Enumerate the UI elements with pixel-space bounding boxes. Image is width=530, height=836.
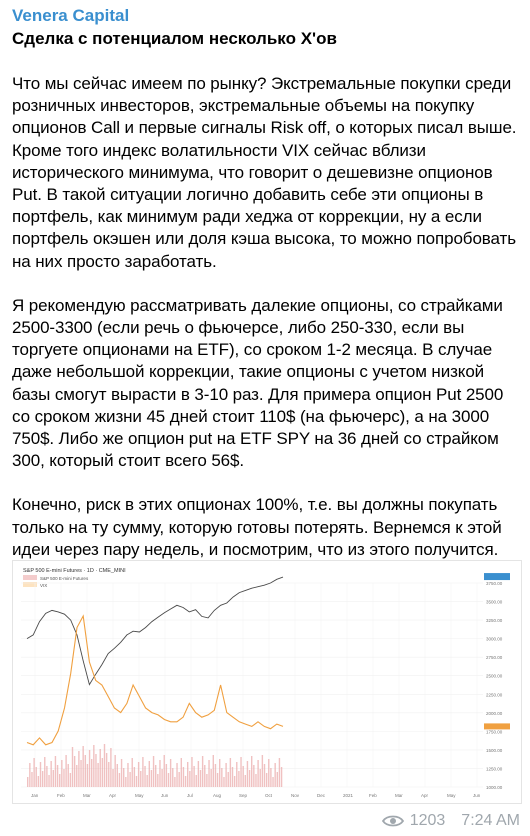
eye-icon — [382, 814, 404, 828]
vix-series-line — [27, 616, 283, 745]
month-label: Apr — [109, 793, 117, 798]
volume-bar — [119, 773, 120, 787]
volume-bar — [253, 765, 254, 787]
volume-bar — [245, 775, 246, 787]
volume-bar — [134, 767, 135, 787]
volume-bar — [155, 765, 156, 787]
volume-bar — [29, 763, 30, 787]
volume-bar — [42, 771, 43, 787]
volume-bar — [191, 757, 192, 787]
month-label: Feb — [369, 793, 377, 798]
volume-bar — [189, 771, 190, 787]
volume-bar — [149, 761, 150, 787]
volume-bar — [228, 772, 229, 787]
volume-bar — [242, 766, 243, 787]
month-label: Nov — [291, 793, 300, 798]
volume-bar — [204, 765, 205, 787]
volume-bar — [221, 768, 222, 787]
volume-bar — [48, 775, 49, 787]
volume-bar — [270, 768, 271, 787]
month-label: May — [135, 793, 144, 798]
legend-swatch — [23, 575, 37, 580]
volume-bar — [40, 762, 41, 787]
month-label: Feb — [57, 793, 65, 798]
view-count: 1203 — [409, 812, 446, 829]
volume-bar — [174, 777, 175, 787]
volume-bar — [251, 756, 252, 787]
month-label: 2021 — [343, 793, 354, 798]
volume-bar — [225, 763, 226, 787]
volume-bar — [264, 764, 265, 787]
volume-bar — [104, 744, 105, 787]
volume-bar — [36, 767, 37, 787]
right-tick-label: 3750.00 — [486, 581, 503, 586]
volume-bar — [277, 772, 278, 787]
vix-marker — [484, 723, 510, 729]
volume-bar — [257, 760, 258, 787]
volume-bar — [61, 760, 62, 787]
volume-bar — [161, 769, 162, 787]
paragraph-1: Что мы сейчас имеем по рынку? Экстремальные покупки среди розничных инвесторов, экстремальные объемы на покупку опционов Call и первые сигналы Risk off, о которых писал выше. Кроме того индекс волатильности VIX сейчас вблизи исторического минимума, что говорит о дешевизне опционов Put. В такой ситуации логично добавить себе эти опционы в портфель, как минимум ради хеджа от коррекции, ну а если портфель окэшен или доля кэша высока, то можно попробовать на них просто заработать. — [12, 74, 517, 271]
volume-bar — [213, 755, 214, 787]
right-tick-label: 3000.00 — [486, 636, 503, 642]
volume-bar — [138, 762, 139, 787]
volume-bar — [89, 750, 90, 787]
month-label: Oct — [265, 793, 273, 798]
volume-bar — [31, 772, 32, 787]
volume-bar — [274, 763, 275, 787]
volume-bar — [172, 768, 173, 787]
right-tick-label: 1250.00 — [486, 766, 503, 772]
volume-bar — [153, 756, 154, 787]
volume-bar — [127, 763, 128, 787]
volume-bar — [232, 767, 233, 787]
price-series-line — [27, 577, 283, 685]
volume-bar — [110, 748, 111, 787]
volume-bar — [74, 756, 75, 787]
volume-bar — [91, 759, 92, 787]
chart-image[interactable] — [12, 560, 522, 804]
right-tick-label: 2000.00 — [486, 710, 503, 716]
volume-bar — [255, 774, 256, 787]
volume-bar — [279, 758, 280, 787]
volume-bar — [57, 765, 58, 787]
volume-bar — [217, 773, 218, 787]
volume-bar — [206, 774, 207, 787]
volume-bar — [208, 760, 209, 787]
volume-bar — [129, 772, 130, 787]
volume-bar — [44, 757, 45, 787]
volume-bar — [198, 761, 199, 787]
volume-bar — [50, 761, 51, 787]
volume-bar — [46, 766, 47, 787]
volume-bar — [87, 764, 88, 787]
volume-bar — [230, 758, 231, 787]
volume-bar — [38, 776, 39, 787]
right-tick-label: 2500.00 — [486, 673, 503, 679]
volume-bar — [260, 769, 261, 787]
chart-title: S&P 500 E-mini Futures · 1D · CME_MINI — [23, 568, 126, 574]
volume-bar — [234, 776, 235, 787]
volume-bar — [151, 770, 152, 787]
volume-bar — [53, 770, 54, 787]
month-label: Apr — [421, 793, 429, 798]
right-tick-label: 2750.00 — [486, 655, 503, 661]
volume-bar — [272, 777, 273, 787]
volume-bar — [183, 767, 184, 787]
volume-bar — [142, 757, 143, 787]
volume-bar — [55, 756, 56, 787]
volume-bar — [181, 758, 182, 787]
volume-bar — [117, 764, 118, 787]
month-label: Jun — [473, 793, 481, 798]
volume-bar — [178, 772, 179, 787]
right-tick-label: 1500.00 — [486, 747, 503, 753]
volume-bar — [112, 769, 113, 787]
volume-bar — [176, 763, 177, 787]
volume-bar — [200, 770, 201, 787]
volume-bar — [76, 765, 77, 787]
right-tick-label: 1000.00 — [486, 785, 503, 790]
month-label: Aug — [213, 793, 222, 798]
post-footer — [382, 810, 520, 832]
volume-bar — [70, 773, 71, 787]
volume-bar — [33, 758, 34, 787]
month-label: Jul — [187, 793, 193, 798]
right-tick-label: 2250.00 — [486, 692, 503, 698]
month-label: May — [447, 793, 456, 798]
volume-bar — [166, 764, 167, 787]
volume-bar — [215, 764, 216, 787]
month-label: Dec — [317, 793, 326, 798]
volume-bar — [187, 762, 188, 787]
volume-bar — [159, 760, 160, 787]
price-marker — [484, 573, 510, 580]
volume-bar — [196, 775, 197, 787]
volume-bar — [85, 755, 86, 787]
volume-bar — [164, 755, 165, 787]
month-label: Jun — [161, 793, 169, 798]
month-label: Mar — [83, 793, 91, 798]
volume-bar — [121, 759, 122, 787]
volume-bar — [106, 753, 107, 787]
volume-bar — [266, 773, 267, 787]
volume-bar — [157, 774, 158, 787]
volume-bar — [108, 762, 109, 787]
channel-name[interactable]: Venera Capital — [12, 6, 130, 25]
volume-bar — [219, 759, 220, 787]
volume-bar — [238, 771, 239, 787]
volume-bar — [78, 751, 79, 787]
volume-bar — [72, 747, 73, 787]
volume-bar — [210, 769, 211, 787]
volume-bar — [97, 763, 98, 787]
volume-bar — [146, 775, 147, 787]
volume-bar — [223, 777, 224, 787]
volume-bar — [249, 770, 250, 787]
volume-bar — [114, 755, 115, 787]
volume-bar — [95, 754, 96, 787]
right-tick-label: 3500.00 — [486, 599, 503, 605]
post-time: 7:24 AM — [461, 812, 520, 829]
volume-bar — [68, 764, 69, 787]
volume-bar — [202, 756, 203, 787]
volume-bar — [240, 757, 241, 787]
legend-entry: VIX — [40, 583, 48, 588]
volume-bar — [132, 758, 133, 787]
volume-bar — [168, 773, 169, 787]
volume-bar — [125, 777, 126, 787]
right-tick-label: 1750.00 — [486, 729, 503, 735]
volume-bar — [59, 774, 60, 787]
post-title: Сделка с потенциалом несколько X'ов — [12, 29, 337, 48]
volume-bar — [65, 755, 66, 787]
volume-bar — [144, 766, 145, 787]
volume-bar — [123, 768, 124, 787]
volume-bar — [100, 749, 101, 787]
volume-bar — [268, 759, 269, 787]
month-label: Jan — [31, 793, 39, 798]
volume-bar — [281, 767, 282, 787]
volume-bar — [170, 759, 171, 787]
legend-entry: S&P 500 E-mini Futures — [40, 576, 89, 581]
chart-svg — [13, 561, 521, 803]
post-body — [12, 73, 522, 561]
volume-bar — [102, 758, 103, 787]
volume-bar — [247, 761, 248, 787]
volume-bar — [236, 762, 237, 787]
volume-bar — [63, 769, 64, 787]
volume-bar — [193, 766, 194, 787]
paragraph-3: Конечно, риск в этих опционах 100%, т.е. вы должны покупать только на ту сумму, которую готовы потерять. Вернемся к этой идеи через пару недель, и посмотрим, что из этого получится. — [12, 495, 502, 559]
volume-bar — [27, 777, 28, 787]
right-tick-label: 3250.00 — [486, 618, 503, 624]
month-label: Mar — [395, 793, 403, 798]
paragraph-2: Я рекомендую рассматривать далекие опционы, со страйками 2500-3300 (если речь о фьючерсе, либо 250-330, если вы торгуете опционами на ETF), со сроком 1-2 месяца. В случае даже небольшой коррекции, такие опционы с учетом низкой базы смогут вырасти в 3-10 раз. Для примера опцион Put 2500 со сроком жизни 45 дней стоит 110$ (на фьючерс), а на 3000 750$. Либо же опцион put на ETF SPY на 36 дней со страйком 300, который стоит всего 56$. — [12, 295, 504, 471]
volume-bar — [262, 755, 263, 787]
volume-bar — [136, 776, 137, 787]
volume-bar — [93, 745, 94, 787]
month-label: Sep — [239, 793, 248, 798]
volume-bar — [140, 771, 141, 787]
volume-bar — [82, 746, 83, 787]
volume-bar — [80, 760, 81, 787]
volume-bar — [185, 776, 186, 787]
